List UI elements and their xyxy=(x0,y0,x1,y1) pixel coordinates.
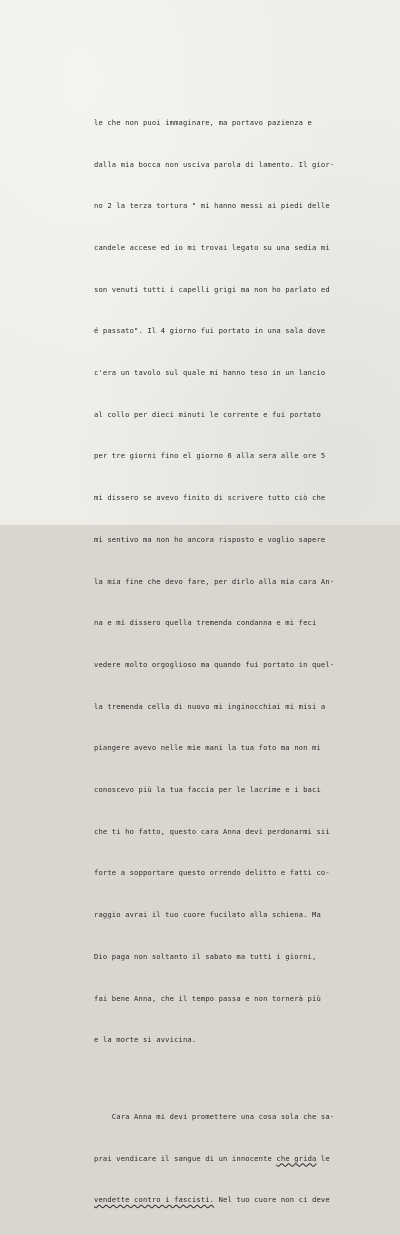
text-line: mi dissero se avevo finito di scrivere tutto ciò che xyxy=(94,493,326,503)
text-line: mi sentivo ma non ho ancora risposto e voglio sapere xyxy=(94,534,326,544)
text-line: c'era un tavolo sul quale mi hanno teso in un lancio xyxy=(94,368,326,378)
text-fragment: le xyxy=(316,1153,330,1163)
text-line: la tremenda cella di nuovo mi inginocchiai mi misi a xyxy=(94,701,326,711)
text-line: per tre giorni fino el giorno 6 alla sera alle ore 5 xyxy=(94,451,326,461)
underlined-text: che grida xyxy=(276,1153,317,1163)
text-line: na e mi dissero quella tremenda condanna e mi feci xyxy=(94,618,317,628)
typed-text xyxy=(94,88,390,1235)
text-line xyxy=(94,1152,390,1166)
text-line: la mia fine che devo fare, per dirlo alla mia cara An- xyxy=(94,576,335,586)
text-line: piangere avevo nelle mie mani la tua foto ma non mi xyxy=(94,743,321,753)
text-line: Cara Anna mi devi promettere una cosa sola che sa- xyxy=(94,1111,335,1121)
text-line: candele accese ed io mi trovai legato su una sedia mi xyxy=(94,242,330,252)
text-line: conoscevo più la tua faccia per le lacrime e i baci xyxy=(94,785,321,795)
text-line: al collo per dieci minuti le corrente e fui portato xyxy=(94,409,321,419)
text-line: forte a sopportare questo orrendo delitto e fatti co- xyxy=(94,868,330,878)
paragraph-gap xyxy=(94,1075,390,1082)
text-line: vedere molto orgoglioso ma quando fui portato in quel- xyxy=(94,659,335,669)
text-line xyxy=(94,1193,390,1207)
text-line: dalla mia bocca non usciva parola di lamento. Il gior- xyxy=(94,159,335,169)
text-fragment: prai vendicare il sangue di un innocente xyxy=(94,1153,277,1163)
text-fragment: Nel tuo cuore non ci deve xyxy=(214,1195,330,1205)
text-line: son venuti tutti i capelli grigi ma non ho parlato ed xyxy=(94,284,330,294)
text-line: le che non puoi immaginare, ma portavo pazienza e xyxy=(94,117,313,127)
text-line: raggio avrai il tuo cuore fucilato alla schiena. Ma xyxy=(94,910,321,920)
text-line: e la morte si avvicina. xyxy=(94,1035,197,1045)
underlined-text: vendette contro i fascisti. xyxy=(94,1195,215,1205)
text-line: fai bene Anna, che il tempo passa e non tornerà più xyxy=(94,993,321,1003)
text-line: Dio paga non soltanto il sabato ma tutti i giorni, xyxy=(94,951,317,961)
text-line: é passato". Il 4 giorno fui portato in una sala dove xyxy=(94,326,326,336)
text-line: che ti ho fatto, questo cara Anna devi perdonarmi sii xyxy=(94,826,330,836)
text-line: no 2 la terza tortura " mi hanno messi ai piedi delle xyxy=(94,201,330,211)
